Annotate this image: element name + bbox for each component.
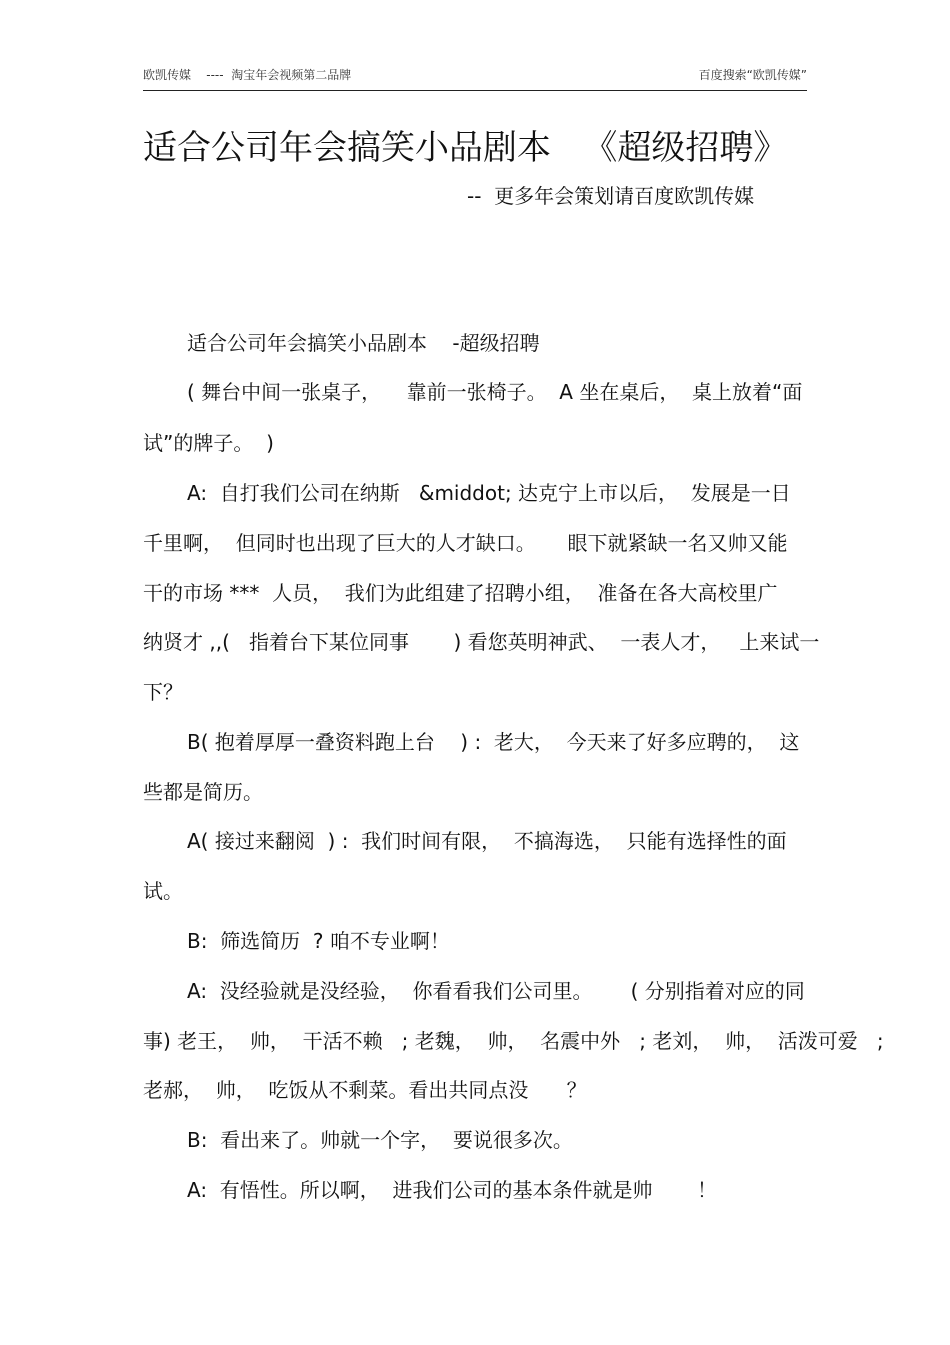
header-brand-text: 欧凯传媒 ---- 淘宝年会视频第二品牌 bbox=[143, 68, 352, 82]
header-divider bbox=[143, 90, 807, 91]
paragraph-line: 试。 bbox=[143, 879, 183, 903]
paragraph-line: ( 舞台中间一张桌子， 靠前一张椅子。 A 坐在桌后， 桌上放着“面 bbox=[187, 380, 803, 404]
document-title: 适合公司年会搞笑小品剧本 《超级招聘》 bbox=[143, 128, 788, 168]
paragraph-line: A: 有悟性。所以啊， 进我们公司的基本条件就是帅 ！ bbox=[187, 1178, 717, 1202]
paragraph-line: 千里啊， 但同时也出现了巨大的人才缺口。 眼下就紧缺一名又帅又能 bbox=[143, 531, 788, 555]
paragraph-line: A: 自打我们公司在纳斯 &middot; 达克宁上市以后， 发展是一日 bbox=[187, 481, 791, 505]
page-header bbox=[143, 66, 807, 86]
paragraph-line: 纳贤才 ,,( 指着台下某位同事 ) 看您英明神武、 一表人才， 上来试一 bbox=[143, 630, 820, 654]
paragraph-line: 老郝， 帅， 吃饭从不剩菜。看出共同点没 ？ bbox=[143, 1078, 587, 1102]
document-subtitle: -- 更多年会策划请百度欧凯传媒 bbox=[467, 184, 755, 208]
paragraph-line: 试”的牌子。 ) bbox=[143, 431, 274, 455]
paragraph-line: 下？ bbox=[143, 680, 183, 704]
paragraph-line: A( 接过来翻阅 ) : 我们时间有限， 不搞海选， 只能有选择性的面 bbox=[187, 829, 787, 853]
paragraph-line: B: 筛选简历 ? 咱不专业啊！ bbox=[187, 929, 450, 953]
paragraph-line: B: 看出来了。帅就一个字， 要说很多次。 bbox=[187, 1128, 573, 1152]
paragraph-line: 干的市场 *** 人员， 我们为此组建了招聘小组， 准备在各大高校里广 bbox=[143, 581, 778, 605]
paragraph-line: 事) 老王， 帅， 干活不赖 ; 老魏， 帅， 名震中外 ; 老刘， 帅， 活泼可爱 ; bbox=[143, 1029, 884, 1053]
paragraph-line: 些都是简历。 bbox=[143, 780, 263, 804]
script-heading: 适合公司年会搞笑小品剧本 -超级招聘 bbox=[187, 331, 540, 355]
paragraph-line: A: 没经验就是没经验， 你看看我们公司里。 ( 分别指着对应的同 bbox=[187, 979, 805, 1003]
header-search-hint: 百度搜索“欧凯传媒” bbox=[698, 68, 807, 82]
paragraph-line: B( 抱着厚厚一叠资料跑上台 ) : 老大， 今天来了好多应聘的， 这 bbox=[187, 730, 800, 754]
